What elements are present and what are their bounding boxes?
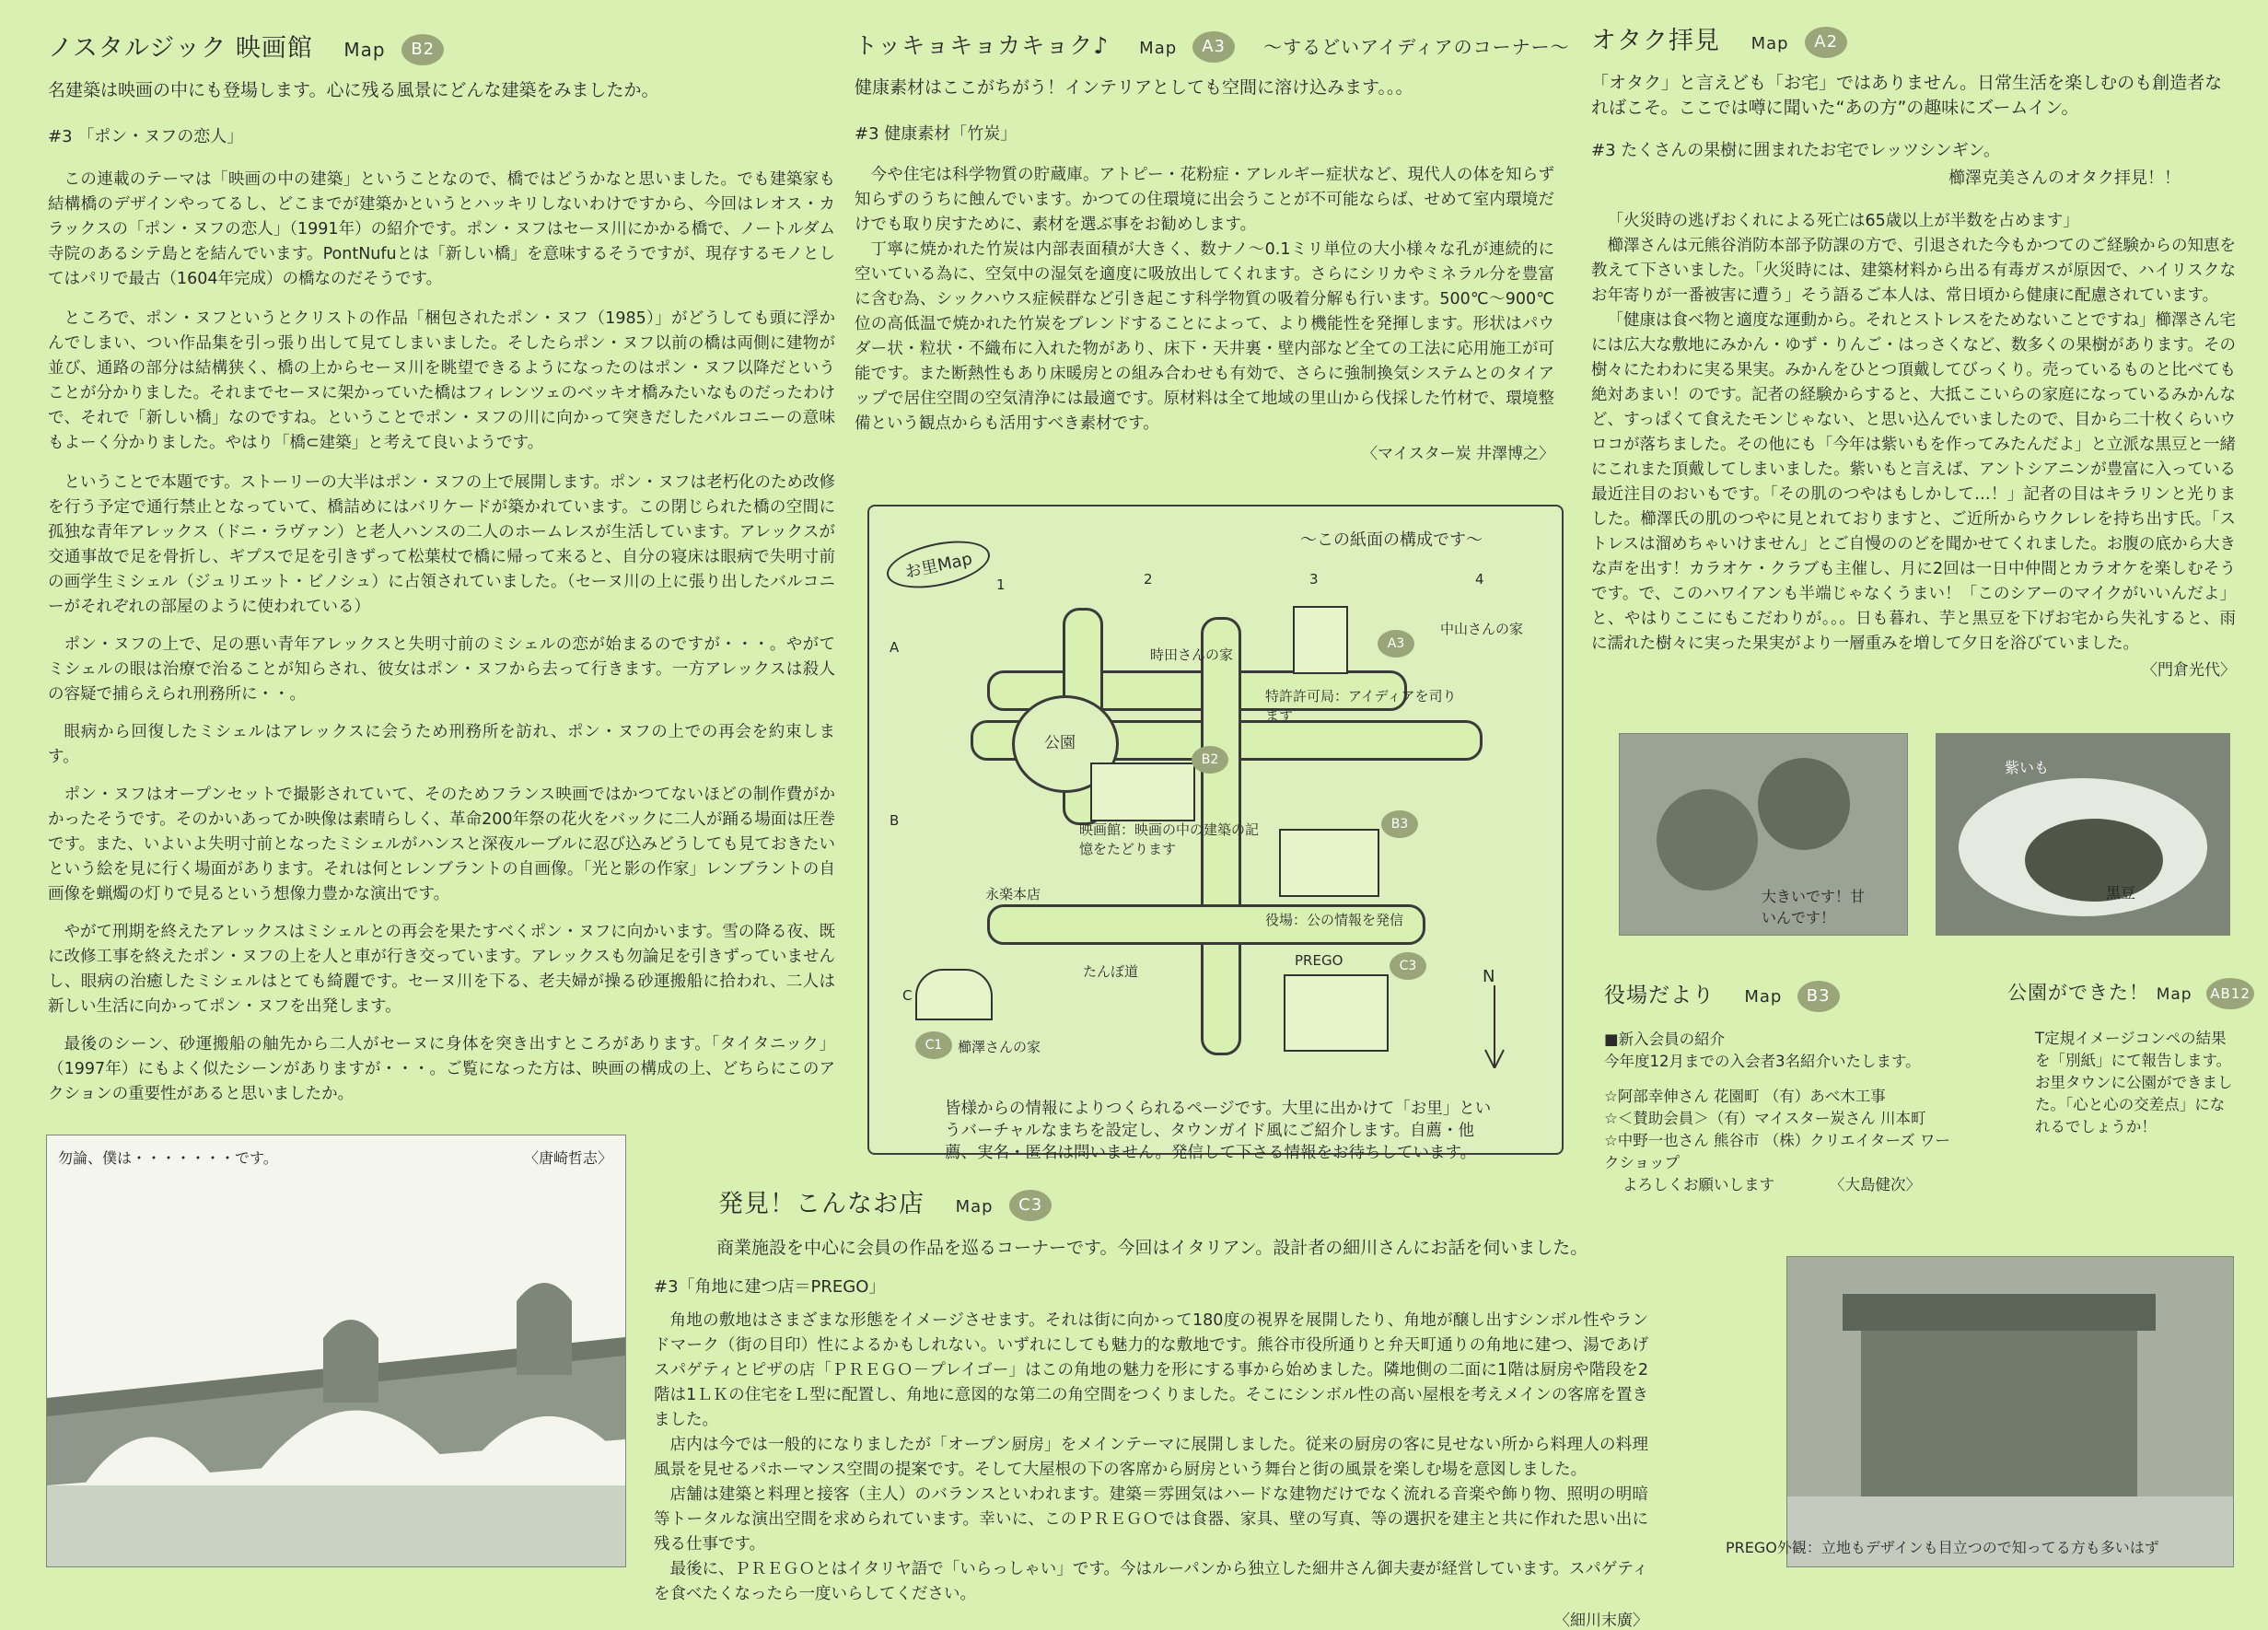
map-label: Map xyxy=(1744,987,1783,1007)
discovery-lead: 商業施設を中心に会員の作品を巡るコーナーです。今回はイタリアン。設計者の細川さんにお話を伺いました。 xyxy=(716,1237,1588,1258)
park-title: 公園ができた！ xyxy=(2007,982,2149,1004)
member-item: ☆阿部幸伸さん 花園町 （有）あべ木工事 xyxy=(1604,1087,1886,1105)
map-badge: C3 xyxy=(1009,1190,1052,1221)
map-row-label: C xyxy=(902,987,913,1004)
yakuba-closing: よろしくお願いします xyxy=(1622,1175,1774,1193)
cinema-paragraph: この連載のテーマは「映画の中の建築」ということなので、橋ではどうかなと思いました。でも建築家も結構橋のデザインやってるし、どこまでが建築かというとハッキリしないわけですから、今回はレオス・カラックスの「ポン・ヌフの恋人」（1991年）の紹介です。ポン・ヌフはセーヌ川にかかる橋で、ノートルダム寺院のあるシテ島とを結んでいます。PontNufuとは「新しい橋」を意味するそうですが、現存するモノとしてはパリで最古（1604年完成）の橋なのだそうです。 xyxy=(48,169,835,288)
place-yakuba: 役場：公の情報を発信 xyxy=(1265,912,1404,928)
otaku-paragraph: 櫛澤さんは元熊谷消防本部予防課の方で、引退された今もかつてのご経験からの知恵を教えて下さいました。「火災時には、建築材料から出る有毒ガスが原因で、ハイリスクなお年寄りが一番被害に遭う」そう語るご本人は、常日頃から健康に配慮されています。 xyxy=(1591,236,2236,305)
otaku-title: オタク拝見 xyxy=(1591,27,1720,55)
patent-tag: #3 健康素材「竹炭」 xyxy=(855,124,1018,144)
section-otaku xyxy=(1591,20,2236,680)
discovery-paragraph: 角地の敷地はさまざまな形態をイメージさせます。それは街に向かって180度の視界を展開したり、角地が醸し出すシンボル性やランドマーク（街の目印）性によるかもしれない。いずれにしても魅力的な敷地です。熊谷市役所通りと弁天町通りの角地に建つ、湯であげスパゲティとピザの店「ＰＲＥＧＯ－プレイゴー」はこの角地の魅力を形にする事から始めました。隣地側の二面に1階は厨房や階段を2階は1ＬＫの住宅をＬ型に配置し、角地に意図的な第二の角空間をつくりました。そこにシンボル性の高い屋根を考えメインの客席を置きました。 xyxy=(654,1310,1648,1429)
map-tag: お里Map xyxy=(882,533,994,597)
cinema-title: ノスタルジック 映画館 xyxy=(48,34,313,63)
tangerine xyxy=(1758,758,1850,850)
map-label: Map xyxy=(343,39,386,61)
section-yakuba xyxy=(1604,978,1954,1196)
park-label: 公園 xyxy=(1044,734,1076,752)
beans-caption: 黒豆 xyxy=(2106,884,2136,902)
beans-photo xyxy=(1936,733,2230,936)
patent-title: トッキョキョカキョク♪ xyxy=(855,32,1110,59)
yakuba-title: 役場だより xyxy=(1604,984,1715,1007)
map-col-label: 2 xyxy=(1144,571,1153,588)
place-kushizawa: 櫛澤さんの家 xyxy=(958,1039,1041,1055)
yakuba-signature: 〈大島健次〉 xyxy=(1830,1175,1921,1193)
cinema-paragraph: やがて刑期を終えたアレックスはミシェルとの再会を果たすべくポン・ヌフに向かいます。雪の降る夜、既に改修工事を終えたポン・ヌフの上を人と車が行き交っています。アレックスも勿論足を引きずっていませんし、眼病の治癒したミシェルはとても綺麗です。セーヌ川を下る、老夫婦が操る砂運搬船に拾われ、二人は新しい生活に向かってポン・ヌフを出発します。 xyxy=(48,922,835,1016)
prego-exterior-photo xyxy=(1786,1256,2234,1567)
place-nakayama: 中山さんの家 xyxy=(1440,621,1524,637)
map-badge: A2 xyxy=(1805,27,1847,58)
map-label: Map xyxy=(1139,39,1178,58)
black-beans xyxy=(2025,819,2163,902)
bridge-illustration xyxy=(47,1135,625,1566)
patent-lead: 健康素材はここがちがう！インテリアとしても空間に溶け込みます。。。 xyxy=(855,77,1413,98)
member-item: ☆中野一也さん 熊谷市 （株）クリエイターズ ワークショップ xyxy=(1604,1131,1950,1171)
patent-body xyxy=(855,163,1554,463)
cinema-body xyxy=(48,168,835,1107)
town-map xyxy=(867,505,1564,1162)
potato-caption: 紫いも xyxy=(2005,759,2050,776)
patent-paragraph: 今や住宅は科学物質の貯蔵庫。アトピー・花粉症・アレルギー症状など、現代人の体を知らず知らずのうちに蝕んでいます。かつての住環境に出会うことが不可能ならば、せめて室内環境だけでも取り戻すために、素材を選ぶ事をお勧めします。 xyxy=(855,166,1554,234)
discovery-signature: 〈細川末廣〉 xyxy=(1554,1611,1648,1630)
otaku-tag2: 櫛澤克美さんのオタク拝見！！ xyxy=(1948,168,2181,188)
place-eigakan: 映画館：映画の中の建築の記憶をたどります xyxy=(1079,821,1260,857)
section-park xyxy=(2007,978,2251,1154)
north-arrow-icon xyxy=(1481,985,1508,1068)
section-discovery xyxy=(654,1183,1657,1630)
tangerine xyxy=(1657,789,1758,891)
map-title: ～この紙面の構成です～ xyxy=(1300,530,1483,550)
prego-building xyxy=(1284,974,1389,1052)
park-text: T定規イメージコンペの結果を「別紙」にて報告します。お里タウンに公園ができました。「心と心の交差点」になれるでしょうか！ xyxy=(2035,1030,2233,1135)
cinema-paragraph: ポン・ヌフはオープンセットで撮影されていて、そのためフランス映画ではかつてないほどの制作費がかかったそうです。そのかいあってか映像は素晴らしく、革命200年祭の花火をバックに二人が踊る場面は圧巻です。また、いよいよ失明寸前となったミシェルがハンスと深夜ルーブルに忍び込みどうしても見ておきたいという絵を見に行く場面があります。それは何とレンブラントの自画像。「光と影の作家」レンブラントの自画像を蝋燭の灯りで見るという想像力豊かな演出です。 xyxy=(48,785,835,903)
otaku-lead: 「オタク」と言えども「お宅」ではありません。日常生活を楽しむのも創造者なればこそ。ここでは噂に聞いた“あの方”の趣味にズームイン。 xyxy=(1591,72,2223,118)
cinema-lead: 名建築は映画の中にも登場します。心に残る風景にどんな建築をみましたか。 xyxy=(48,79,659,100)
map-label: Map xyxy=(955,1197,994,1217)
section-title xyxy=(855,28,1570,63)
place-tokita: 時田さんの家 xyxy=(1150,646,1234,663)
map-badge: C1 xyxy=(915,1031,952,1059)
town-hall-building xyxy=(1279,829,1379,897)
map-label: Map xyxy=(2156,985,2192,1004)
prego-roof xyxy=(1843,1294,2156,1331)
otaku-signature: 〈門倉光代〉 xyxy=(2142,660,2236,680)
place-tanbo: たんぼ道 xyxy=(1083,963,1139,980)
patent-paragraph: 丁寧に焼かれた竹炭は内部表面積が大きく、数ナノ～0.1ミリ単位の大小様々な孔が連続的に空いている為に、空気中の湿気を適度に吸放出してくれます。さらにシリカやミネラル分を豊富に含む為、シックハウス症候群など引き起こす科学物質の吸着分解も行います。500℃～900℃位の高低温で焼かれた竹炭をブレンドすることによって、より機能性を発揮します。形状はパウダー状・粒状・不織布に入れた物があり、床下・天井裏・壁内部など全ての工法に応用施工が可能です。また断熱性もあり床暖房との組み合わせも有効で、さらに強制換気システムとのタイアップで居住空間の空気清浄には最適です。原材料は全て地域の里山から伐採した竹材で、環境整備という観点からも活用すべき素材です。 xyxy=(855,240,1554,433)
yakuba-intro: 今年度12月までの入会者3名紹介いたします。 xyxy=(1604,1052,1921,1070)
section-nostalgic-cinema xyxy=(48,28,835,1107)
yakuba-body xyxy=(1604,1029,1954,1196)
prego-facade xyxy=(1861,1321,2137,1496)
discovery-paragraph: 店舗は建築と料理と接客（主人）のバランスといわれます。建築＝雰囲気はハードな建物だけでなく流れる音楽や飾り物、照明の明暗等トータルな演出空間を求められています。幸いに、このＰＲＥＧＯでは食器、家具、壁の写真、等の選択を建主と共に作れた思い出に残る仕事です。 xyxy=(654,1484,1648,1554)
place-tokkyo: 特許許可局：アイディアを司ります xyxy=(1265,688,1457,724)
discovery-title: 発見！こんなお店 xyxy=(718,1190,925,1218)
cinema-paragraph: ところで、ポン・ヌフというとクリストの作品「梱包されたポン・ヌフ（1985）」がどうしても頭に浮かんでしまい、つい作品集を引っ張り出して見てしまいました。そしたらポン・ヌフ以前の橋は両側に建物が並び、通路の部分は結構狭く、橋の上からセーヌ川を眺望できるようになったのはポン・ヌフ以降だということが分かりました。それまでセーヌに架かっていた橋はフィレンツェのベッキオ橋みたいなものだったわけで、それで「新しい橋」なのですね。ということでポン・ヌフの川に向かって突きだしたバルコニーの意味もよーく分かりました。やはり「橋⊂建築」と考えて良いようです。 xyxy=(48,309,835,452)
cinema-paragraph: ということで本題です。ストーリーの大半はポン・ヌフの上で展開します。ポン・ヌフは老朽化のため改修を行う予定で通行禁止となっていて、橋詰めにはバリケードが築かれています。この閉じられた橋の空間に孤独な青年アレックス（ドニ・ラヴァン）と老人ハンスの二人のホームレスが生活しています。アレックスが交通事故で足を骨折し、ギプスで足を引きずって松葉杖で橋に帰って来ると、自分の寝床は眼病で失明寸前の画学生ミシェル（ジュリエット・ビノシュ）に占領されていました。（セーヌ川の上に張り出したバルコニーがそれぞれの部屋のように使われている） xyxy=(48,472,835,616)
map-col-label: 4 xyxy=(1475,571,1484,588)
photo-caption: 勿論、僕は・・・・・・・です。 xyxy=(58,1149,278,1167)
map-badge: AB12 xyxy=(2206,978,2254,1009)
map-label: Map xyxy=(1750,34,1789,53)
map-badge: B3 xyxy=(1797,981,1840,1012)
map-badge: B2 xyxy=(1192,746,1228,774)
discovery-paragraph: 店内は今では一般的になりましたが「オープン厨房」をメインテーマに展開しました。従来の厨房の客に見せない所から料理人の料理風景を見せるパホーマンス空間の提案です。そして大屋根の下の客席から厨房という舞台と街の風景を楽しむ場を意図しました。 xyxy=(654,1435,1648,1479)
cinema-tag: #3 「ポン・ヌフの恋人」 xyxy=(48,126,244,146)
map-row-label: B xyxy=(890,812,900,829)
yakuba-heading: ■新入会員の紹介 xyxy=(1604,1030,1726,1048)
map-badge: C3 xyxy=(1390,952,1426,980)
discovery-body xyxy=(654,1309,1648,1630)
map-row-label: A xyxy=(890,639,900,656)
cinema-signature: 〈唐崎哲志〉 xyxy=(523,1149,612,1167)
map-col-label: 3 xyxy=(1309,571,1319,588)
otaku-tag: #3 たくさんの果樹に囲まれたお宅でレッツシンギン。 xyxy=(1591,140,2001,160)
otaku-body xyxy=(1591,209,2236,680)
cinema-building xyxy=(1090,763,1195,821)
section-title xyxy=(48,28,835,65)
section-title xyxy=(2007,978,2251,1009)
section-title xyxy=(718,1183,1657,1221)
map-badge: B3 xyxy=(1381,810,1418,838)
discovery-paragraph: 最後に、ＰＲＥＧＯとはイタリヤ語で「いらっしゃい」です。今はルーパンから独立した細井さん御夫妻が経営しています。スパゲティを食べたくなったら一度いらしてください。 xyxy=(654,1559,1648,1603)
bridge-photo xyxy=(46,1135,626,1567)
patent-office-building xyxy=(1293,606,1348,674)
section-title xyxy=(1604,978,1954,1012)
map-badge: A3 xyxy=(1378,630,1414,658)
patent-subtitle: ～するどいアイディアのコーナー～ xyxy=(1263,36,1570,58)
section-title xyxy=(1591,20,2236,58)
kushizawa-house xyxy=(915,969,993,1020)
tangerine-caption: 大きいです！甘いんです！ xyxy=(1762,888,1866,926)
map-badge: A3 xyxy=(1192,31,1235,63)
map-col-label: 1 xyxy=(996,576,1006,593)
place-eiraku: 永楽本店 xyxy=(985,886,1041,902)
discovery-tag: #3「角地に建つ店＝PREGO」 xyxy=(654,1276,886,1297)
north-arrow-label: N xyxy=(1483,967,1495,986)
section-patent-office xyxy=(855,28,1570,463)
prego-photo-caption: PREGO外観：立地もデザインも目立つので知ってる方も多いはず xyxy=(1726,1539,2159,1556)
otaku-paragraph: 「健康は食べ物と適度な運動から。それとストレスをためないことですね」櫛澤さん宅には広大な敷地にみかん・ゆず・りんご・はっさくなど、数多くの果樹があります。その樹々にたわわに実る果実。みかんをひとつ頂戴してびっくり。売っているものと比べても絶対あまい！のです。記者の経験からすると、大抵ここいらの家庭になっているみかんなど、すっぱくて食えたモンじゃない、と思い込んでいましたので、目から二十枚くらいウロコが落ちました。その他にも「今年は紫いもを作ってみたんだよ」と立派な黒豆と一緒にこれまた頂戴してしまいました。紫いもと言えば、アントシアニンが豊富に入っている最近注目のおいもです。「その肌のつやはもしかして…！」記者の目はキラリンと光りました。櫛澤氏の肌のつやに見とれておりますと、ご近所からウクレレを持ち出す氏。「ストレスは溜めちゃいけません」とご自慢ののどを聞かせてくれました。お腹の底から大きな声を出す！カラオケ・クラブも主催し、月に2回は一日中仲間とカラオケを楽しむそうです。で、このハワイアンも半端じゃなくうまい！「このシアーのマイクがいいんだよ」と、やはりここにもこだわりが。。。日も暮れ、芋と黒豆を下げお宅から失礼すると、雨に濡れた樹々に実った果実がより一層重みを増して夕日を浴びていました。 xyxy=(1591,310,2236,653)
cinema-paragraph: ポン・ヌフの上で、足の悪い青年アレックスと失明寸前のミシェルの恋が始まるのですが・・・。やがてミシェルの眼は治療で治ることが知らされ、彼女はポン・ヌフから去って行きます。一方アレックスは殺人の容疑で捕らえられ刑務所に・・。 xyxy=(48,635,835,704)
tangerine-photo xyxy=(1619,733,1908,936)
otaku-paragraph: 「火災時の逃げおくれによる死亡は65歳以上が半数を占めます」 xyxy=(1607,211,2079,230)
cinema-paragraph: 眼病から回復したミシェルはアレックスに会うため刑務所を訪れ、ポン・ヌフの上での再会を約束します。 xyxy=(48,722,835,766)
place-prego: PREGO xyxy=(1295,952,1343,969)
patent-signature: 〈マイスター炭 井澤博之〉 xyxy=(1362,445,1554,463)
member-item: ☆＜賛助会員＞（有）マイスター炭さん 川本町 xyxy=(1604,1109,1926,1127)
cinema-paragraph: 最後のシーン、砂運搬船の舳先から二人がセーヌに身体を突き出すところがあります。「タイタニック」（1997年）にもよく似たシーンがありますが・・・。ご覧になった方は、映画の構成の上、どちらにこのアクションの重要性があると思いましたか。 xyxy=(48,1034,835,1103)
map-note: 皆様からの情報によりつくられるページです。大里に出かけて「お里」というバーチャルなまちを設定し、タウンガイド風にご紹介します。自薦・他薦、実名・匿名は問いません。発信して下さる情報をお待ちしています。 xyxy=(945,1099,1492,1162)
map-badge: B2 xyxy=(401,34,444,65)
